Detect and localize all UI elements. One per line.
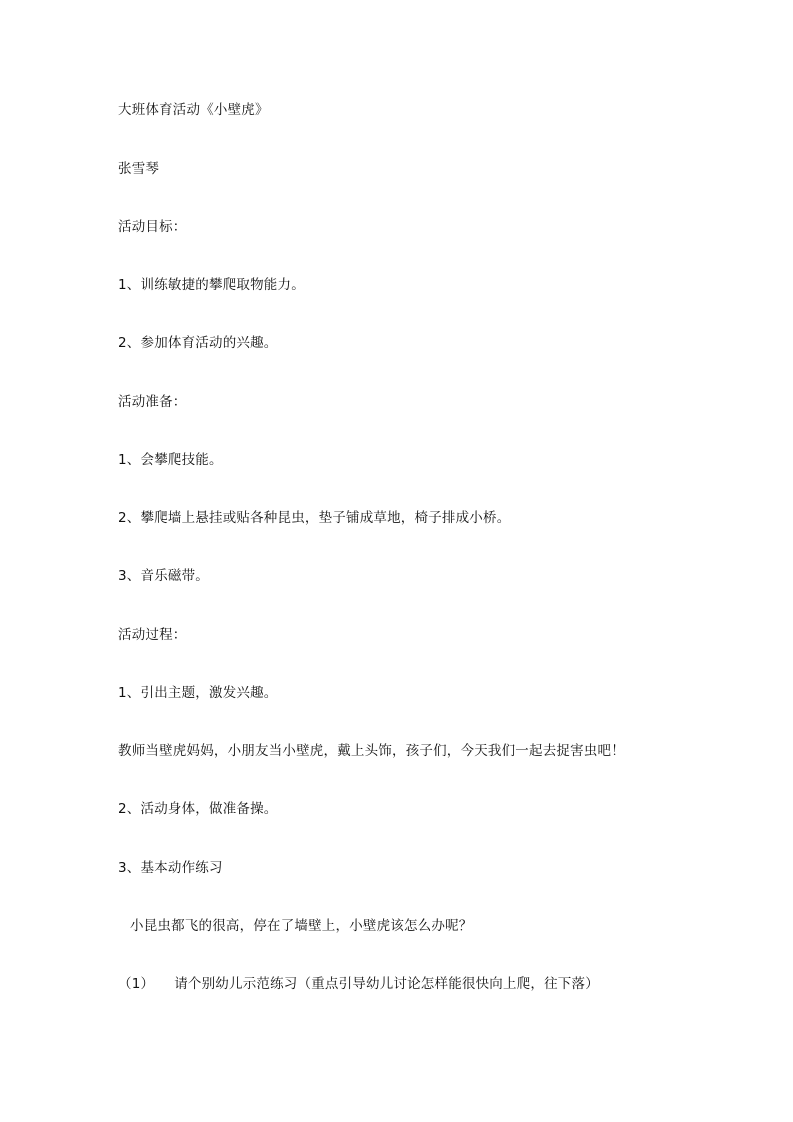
- process-paragraph: 小昆虫都飞的很高，停在了墙壁上，小壁虎该怎么办呢？: [130, 918, 473, 934]
- step-gap: [154, 975, 174, 993]
- step-label: （1）: [118, 976, 155, 992]
- step-item: [118, 975, 599, 993]
- prep-heading: 活动准备：: [118, 394, 187, 410]
- prep-item: 1、会攀爬技能。: [118, 452, 223, 468]
- document-title: 大班体育活动《小壁虎》: [118, 102, 269, 118]
- process-paragraph: 教师当壁虎妈妈，小朋友当小壁虎，戴上头饰，孩子们，今天我们一起去捉害虫吧！: [118, 743, 625, 759]
- author-name: 张雪琴: [118, 161, 160, 177]
- process-item: 3、基本动作练习: [118, 860, 223, 876]
- process-item: 1、引出主题，激发兴趣。: [118, 685, 278, 701]
- process-item: 2、活动身体，做准备操。: [118, 801, 278, 817]
- prep-item: 3、音乐磁带。: [118, 568, 209, 584]
- goal-item: 1、训练敏捷的攀爬取物能力。: [118, 277, 305, 293]
- step-text: 请个别幼儿示范练习（重点引导幼儿讨论怎样能很快向上爬，往下落）: [174, 976, 599, 992]
- goal-item: 2、参加体育活动的兴趣。: [118, 335, 278, 351]
- process-heading: 活动过程：: [118, 627, 187, 643]
- prep-item: 2、攀爬墙上悬挂或贴各种昆虫，垫子铺成草地，椅子排成小桥。: [118, 510, 511, 526]
- goals-heading: 活动目标：: [118, 219, 187, 235]
